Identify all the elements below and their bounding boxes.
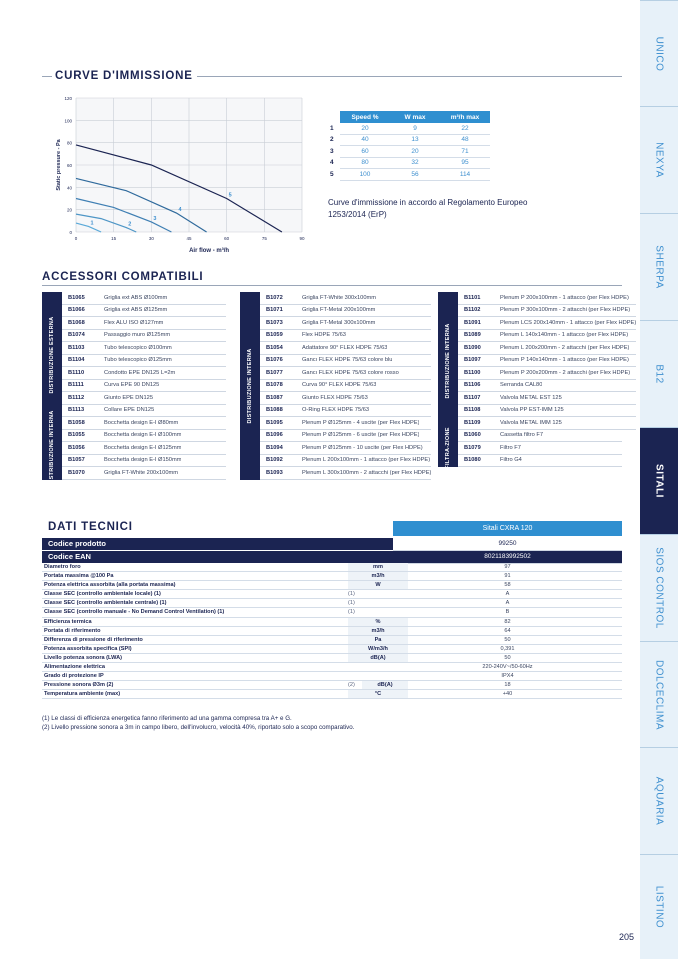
accessory-description: Collare EPE DN125 bbox=[104, 407, 155, 414]
tech-value: B bbox=[505, 609, 510, 616]
accessory-row bbox=[62, 330, 226, 343]
side-tab-sitali[interactable] bbox=[640, 427, 678, 534]
accessory-row bbox=[62, 380, 226, 393]
tech-label: Classe SEC (controllo ambientale centrale) (1) bbox=[44, 600, 167, 607]
accessory-code: B1077 bbox=[266, 369, 283, 376]
tech-table bbox=[42, 563, 622, 699]
accessory-row bbox=[458, 405, 636, 418]
accessory-code: B1078 bbox=[266, 382, 283, 389]
tech-label: Potenza assorbita specifica (SPI) bbox=[44, 645, 132, 652]
x-tick-label: 60 bbox=[224, 236, 230, 241]
product-code-row bbox=[42, 538, 622, 550]
tech-value: A bbox=[505, 591, 510, 598]
accessory-row bbox=[260, 317, 431, 330]
tech-title: DATI TECNICI bbox=[48, 521, 133, 533]
speed-table-header: W max bbox=[390, 111, 440, 123]
x-tick-label: 30 bbox=[148, 236, 154, 241]
tech-label: Portata di riferimento bbox=[44, 627, 101, 634]
y-axis-label: Static pressure - Pa bbox=[56, 139, 62, 191]
accessory-code: B1065 bbox=[68, 294, 85, 301]
side-tab-label: SIOS CONTROL bbox=[653, 547, 665, 629]
speed-table-cell: 9 bbox=[390, 123, 440, 134]
accessory-code: B1112 bbox=[68, 394, 85, 401]
accessory-code: B1093 bbox=[266, 469, 283, 476]
tech-value: 82 bbox=[504, 618, 511, 625]
accessory-code: B1102 bbox=[464, 307, 481, 314]
accessory-description: Plenum L 200x200mm - 2 attacchi (per Flex HDPE) bbox=[500, 344, 630, 351]
accessory-row bbox=[260, 442, 431, 455]
accessories-group-label: DISTRIBUZIONE INTERNA bbox=[444, 323, 451, 399]
accessories-column bbox=[42, 292, 226, 486]
accessories-group-label: DISTRIBUZIONE ESTERNA bbox=[48, 316, 55, 393]
accessory-description: Giunto FLEX HDPE 75/63 bbox=[302, 394, 368, 401]
side-tab-sios-control[interactable] bbox=[640, 534, 678, 641]
tech-unit: m3/h bbox=[348, 627, 408, 635]
accessory-description: Valvola PP EST-IMM 125 bbox=[500, 407, 564, 414]
curves-title: CURVE D'IMMISSIONE bbox=[55, 70, 193, 82]
side-tab-unico[interactable] bbox=[640, 0, 678, 106]
speed-table-cell: 2 bbox=[330, 136, 334, 144]
accessory-description: Plenum P Ø125mm - 6 uscite (per Flex HDPE) bbox=[302, 432, 420, 439]
tech-row bbox=[42, 563, 622, 572]
accessory-code: B1106 bbox=[464, 382, 481, 389]
accessory-description: Gancı FLEX HDPE 75/63 colore rosso bbox=[302, 369, 399, 376]
accessory-code: B1108 bbox=[464, 407, 481, 414]
tech-label: Grado di protezione IP bbox=[44, 673, 104, 680]
accessory-row bbox=[260, 330, 431, 343]
side-tab-dolceclima[interactable] bbox=[640, 641, 678, 747]
speed-table-row bbox=[328, 123, 490, 134]
curves-note: Curve d'immissione in accordo al Regolamento Europeo 1253/2014 (ErP) bbox=[328, 198, 528, 219]
tech-label: Diametro foro bbox=[44, 564, 81, 570]
tech-note-ref: (1) bbox=[348, 609, 355, 616]
speed-table-cell: 60 bbox=[340, 146, 390, 158]
accessory-description: Plenum P 300x100mm - 2 attacchi (per Flex HDPE) bbox=[500, 307, 631, 314]
tech-label: Portata massima @100 Pa bbox=[44, 573, 114, 580]
speed-table-cell: 5 bbox=[330, 170, 334, 178]
accessory-code: B1104 bbox=[68, 357, 85, 364]
accessory-row bbox=[62, 392, 226, 405]
tech-value: +40 bbox=[502, 691, 513, 698]
tech-label: Alimentazione elettrica bbox=[44, 664, 105, 671]
speed-table-cell: 71 bbox=[440, 146, 490, 158]
tech-label: Livello potenza sonora (LWA) bbox=[44, 654, 123, 661]
accessory-row bbox=[62, 430, 226, 443]
tech-value: 64 bbox=[504, 627, 511, 634]
tech-row bbox=[42, 627, 622, 636]
speed-table-row bbox=[328, 146, 490, 158]
accessory-row bbox=[260, 367, 431, 380]
accessory-description: Plenum P 200x100mm - 1 attacco (per Flex HDPE) bbox=[500, 294, 629, 301]
speed-table-cell: 3 bbox=[330, 147, 334, 155]
accessories-group bbox=[42, 292, 226, 417]
accessory-row bbox=[458, 330, 636, 343]
accessory-description: Condotto EPE DN125 L=2m bbox=[104, 369, 176, 376]
tech-row bbox=[42, 608, 622, 617]
tech-unit: °C bbox=[348, 690, 408, 698]
accessory-description: Plenum P Ø125mm - 10 uscite (per Flex HDPE) bbox=[302, 444, 423, 451]
accessories-group-label: DISTRIBUZIONE INTERNA bbox=[246, 348, 253, 424]
speed-table-cell: 20 bbox=[390, 146, 440, 158]
accessory-row bbox=[62, 417, 226, 430]
side-tab-sherpa[interactable] bbox=[640, 213, 678, 320]
accessory-description: Filtro G4 bbox=[500, 457, 522, 464]
accessory-code: B1103 bbox=[68, 344, 85, 351]
tech-row bbox=[42, 581, 622, 590]
accessory-row bbox=[260, 467, 431, 480]
accessory-description: Bocchetta design E-I Ø100mm bbox=[104, 432, 182, 439]
accessory-row bbox=[260, 380, 431, 393]
accessory-row bbox=[260, 342, 431, 355]
accessories-group-band bbox=[438, 292, 458, 430]
tech-unit: % bbox=[348, 618, 408, 626]
accessories-group bbox=[438, 292, 637, 430]
tech-label: Temperatura ambiente (max) bbox=[44, 691, 121, 698]
side-tab-label: AQUARIA bbox=[653, 776, 665, 826]
accessory-description: Gancı FLEX HDPE 75/63 colore blu bbox=[302, 357, 393, 364]
accessory-row bbox=[62, 367, 226, 380]
tech-row bbox=[42, 590, 622, 599]
accessory-row bbox=[260, 405, 431, 418]
x-tick-label: 90 bbox=[299, 236, 305, 241]
accessories-group-band bbox=[42, 292, 62, 417]
speed-table-cell: 80 bbox=[340, 157, 390, 169]
speed-table-row bbox=[328, 134, 490, 146]
accessory-code: B1087 bbox=[266, 394, 283, 401]
curves-chart bbox=[52, 92, 310, 252]
accessory-code: B1066 bbox=[68, 307, 85, 314]
y-tick-label: 100 bbox=[64, 118, 72, 124]
accessory-code: B1113 bbox=[68, 407, 85, 414]
tech-row bbox=[42, 663, 622, 672]
accessory-description: Valvola METAL IMM 125 bbox=[500, 419, 562, 426]
accessory-code: B1068 bbox=[68, 319, 85, 326]
curve-label: 3 bbox=[153, 215, 157, 222]
speed-table-row bbox=[328, 157, 490, 169]
accessory-row bbox=[62, 355, 226, 368]
accessory-row bbox=[260, 417, 431, 430]
accessory-row bbox=[62, 317, 226, 330]
accessory-row bbox=[260, 305, 431, 318]
accessory-code: B1055 bbox=[68, 432, 85, 439]
accessory-description: Griglia FT-Metal 200x100mm bbox=[302, 307, 376, 314]
accessory-row bbox=[260, 455, 431, 468]
accessory-row bbox=[458, 380, 636, 393]
tech-value: A bbox=[505, 600, 510, 607]
accessory-code: B1076 bbox=[266, 357, 283, 364]
x-tick-label: 75 bbox=[261, 236, 267, 241]
accessories-title: ACCESSORI COMPATIBILI bbox=[42, 271, 204, 283]
tech-value: 50 bbox=[504, 654, 511, 661]
speed-table-cell: 4 bbox=[330, 159, 334, 167]
accessory-description: Valvola METAL EST 125 bbox=[500, 394, 562, 401]
accessory-row bbox=[260, 392, 431, 405]
accessory-code: B1079 bbox=[464, 444, 481, 451]
side-tab-label: LISTINO bbox=[653, 885, 665, 929]
accessories-group-band bbox=[240, 292, 260, 480]
accessory-code: B1089 bbox=[464, 332, 481, 339]
accessory-row bbox=[62, 455, 226, 468]
accessory-code: B1097 bbox=[464, 357, 481, 364]
accessory-description: Plenum P 200x200mm - 2 attacchi (per Flex HDPE) bbox=[500, 369, 631, 376]
speed-table-cell: 100 bbox=[340, 169, 390, 181]
accessory-description: Tubo telescopico Ø125mm bbox=[104, 357, 172, 364]
tech-value: IPX4 bbox=[501, 673, 514, 680]
footnote: (1) Le classi di efficienza energetica fanno riferimento ad una gamma compresa tra A+ e G. bbox=[42, 715, 292, 722]
tech-row bbox=[42, 690, 622, 699]
speed-table-row bbox=[328, 169, 490, 181]
accessory-row bbox=[458, 442, 622, 455]
ean-row bbox=[42, 551, 622, 563]
accessory-code: B1060 bbox=[464, 432, 481, 439]
speed-table-header: Speed % bbox=[340, 111, 390, 123]
accessory-code: B1095 bbox=[266, 419, 283, 426]
accessory-code: B1092 bbox=[266, 457, 283, 464]
tech-note-ref: (1) bbox=[348, 591, 355, 598]
tech-unit: mm bbox=[348, 563, 408, 571]
accessory-row bbox=[458, 355, 636, 368]
accessory-description: Griglia ext ABS Ø125mm bbox=[104, 307, 168, 314]
accessory-row bbox=[458, 367, 636, 380]
accessory-row bbox=[458, 317, 636, 330]
accessory-row bbox=[260, 430, 431, 443]
accessory-description: Plenum L 200x100mm - 1 attacco (per Flex HDPE) bbox=[302, 457, 431, 464]
speed-table-cell: 95 bbox=[440, 157, 490, 169]
accessories-group-band bbox=[438, 427, 458, 469]
speed-table-cell: 13 bbox=[390, 134, 440, 146]
accessory-row bbox=[260, 292, 431, 305]
accessory-description: Cassetta filtro F7 bbox=[500, 432, 543, 439]
tech-unit: W bbox=[348, 581, 408, 589]
accessory-description: Bocchetta design E-I Ø150mm bbox=[104, 457, 182, 464]
tech-label: Potenza elettrica assorbita (alla portata massima) bbox=[44, 582, 176, 589]
accessory-code: B1109 bbox=[464, 419, 481, 426]
speed-table-cell: 20 bbox=[340, 123, 390, 134]
accessory-description: Plenum P 140x140mm - 1 attacco (per Flex HDPE) bbox=[500, 357, 629, 364]
speed-table-corner bbox=[328, 111, 340, 123]
speed-table-cell: 56 bbox=[390, 169, 440, 181]
accessory-code: B1071 bbox=[266, 307, 283, 314]
accessory-description: Flex ALU ISO Ø127mm bbox=[104, 319, 164, 326]
product-code-label: Codice prodotto bbox=[48, 539, 106, 548]
accessory-row bbox=[62, 467, 226, 480]
accessory-code: B1100 bbox=[464, 369, 481, 376]
tech-row bbox=[42, 672, 622, 681]
speed-table-cell: 32 bbox=[390, 157, 440, 169]
y-tick-label: 80 bbox=[66, 140, 72, 146]
y-tick-label: 60 bbox=[66, 163, 72, 168]
side-tab-listino[interactable] bbox=[640, 854, 678, 959]
x-tick-label: 45 bbox=[186, 236, 192, 241]
accessory-code: B1088 bbox=[266, 407, 283, 414]
side-tab-nexya[interactable] bbox=[640, 106, 678, 213]
accessory-code: B1057 bbox=[68, 457, 85, 464]
accessory-row bbox=[458, 342, 636, 355]
x-axis-label: Air flow - m³/h bbox=[189, 248, 230, 252]
accessory-description: Plenum L 300x100mm - 2 attacchi (per Flex HDPE) bbox=[302, 469, 432, 476]
accessory-code: B1094 bbox=[266, 444, 283, 451]
side-tab-label: SITALI bbox=[653, 464, 665, 498]
x-tick-label: 15 bbox=[111, 236, 117, 241]
tech-unit: m3/h bbox=[348, 572, 408, 580]
tech-row bbox=[42, 681, 622, 690]
accessory-code: B1101 bbox=[464, 294, 481, 301]
tech-row bbox=[42, 618, 622, 627]
accessory-description: Curva 90° FLEX HDPE 75/63 bbox=[302, 382, 377, 389]
tech-label: Pressione sonora Ø3m (2) bbox=[44, 682, 114, 689]
accessory-row bbox=[62, 305, 226, 318]
curve-label: 5 bbox=[228, 192, 232, 199]
tech-unit: dB(A) bbox=[348, 654, 408, 662]
curves-chart-svg bbox=[52, 92, 310, 252]
accessory-description: Bocchetta design E-I Ø125mm bbox=[104, 444, 182, 451]
accessories-column bbox=[240, 292, 432, 480]
accessory-code: B1073 bbox=[266, 319, 283, 326]
accessory-description: Giunto EPE DN125 bbox=[104, 394, 154, 401]
product-code-value: 99250 bbox=[393, 538, 622, 551]
tech-row bbox=[42, 599, 622, 608]
accessory-code: B1072 bbox=[266, 294, 283, 301]
accessory-code: B1056 bbox=[68, 444, 85, 451]
accessory-code: B1090 bbox=[464, 344, 481, 351]
side-tab-label: SHERPA bbox=[653, 245, 665, 289]
accessory-description: Tubo telescopico Ø100mm bbox=[104, 344, 172, 351]
accessories-group bbox=[240, 292, 432, 480]
ean-value: 8021183992502 bbox=[393, 551, 622, 564]
tech-unit: Pa bbox=[348, 636, 408, 644]
accessory-description: Griglia FT-White 300x100mm bbox=[302, 294, 376, 301]
accessory-description: Passaggio muro Ø125mm bbox=[104, 332, 171, 339]
accessory-description: Flex HDPE 75/63 bbox=[302, 332, 346, 339]
speed-table bbox=[328, 111, 490, 181]
page-number: 205 bbox=[619, 932, 635, 942]
accessory-row bbox=[458, 455, 622, 468]
accessories-group-band bbox=[42, 410, 62, 486]
curve-label: 1 bbox=[90, 220, 94, 227]
tech-label: Classe SEC (controllo manuale - No Demand Control Ventilation) (1) bbox=[44, 609, 225, 616]
tech-row bbox=[42, 654, 622, 663]
speed-table-cell: 1 bbox=[330, 125, 334, 132]
title-rule-left bbox=[42, 76, 52, 77]
accessory-description: O-Ring FLEX HDPE 75/63 bbox=[302, 407, 370, 414]
side-tab-aquaria[interactable] bbox=[640, 747, 678, 854]
accessory-code: B1080 bbox=[464, 457, 481, 464]
tech-value: 220-240V~/50-60Hz bbox=[482, 664, 533, 671]
accessory-description: Griglia FT-White 200x100mm bbox=[104, 469, 178, 476]
side-tab-label: UNICO bbox=[653, 36, 665, 71]
accessory-row bbox=[458, 392, 636, 405]
tech-row bbox=[42, 572, 622, 581]
x-tick-label: 0 bbox=[74, 236, 78, 241]
side-tab-bar bbox=[640, 0, 678, 959]
accessory-row bbox=[260, 355, 431, 368]
tech-model-header: Sitali CXRA 120 bbox=[393, 521, 622, 536]
tech-value: 91 bbox=[504, 573, 511, 580]
speed-table-header: m³/h max bbox=[440, 111, 490, 123]
accessory-code: B1070 bbox=[68, 469, 85, 476]
ean-label: Codice EAN bbox=[48, 552, 91, 561]
accessory-code: B1096 bbox=[266, 432, 283, 439]
accessory-description: Griglia ext ABS Ø100mm bbox=[104, 294, 168, 301]
curve-label: 2 bbox=[128, 221, 132, 228]
accessory-code: B1074 bbox=[68, 332, 85, 339]
speed-table-cell: 114 bbox=[440, 169, 490, 181]
tech-note-ref: (1) bbox=[348, 600, 355, 607]
side-tab-label: B12 bbox=[653, 364, 665, 384]
tech-row bbox=[42, 636, 622, 645]
accessory-code: B1091 bbox=[464, 319, 481, 326]
accessory-description: Serranda CAL80 bbox=[500, 382, 543, 389]
tech-value: 58 bbox=[504, 582, 511, 589]
side-tab-label: NEXYA bbox=[653, 142, 665, 178]
accessory-code: B1054 bbox=[266, 344, 283, 351]
tech-value: 50 bbox=[504, 636, 511, 643]
accessories-group-label: FILTRA-ZIONE bbox=[444, 427, 451, 469]
accessory-row bbox=[62, 442, 226, 455]
tech-note-ref: (2) bbox=[348, 682, 355, 689]
y-tick-label: 120 bbox=[64, 96, 72, 101]
accessory-code: B1107 bbox=[464, 394, 481, 401]
accessory-description: Adattatore 90° FLEX HDPE 75/63 bbox=[302, 344, 388, 351]
speed-table-cell: 40 bbox=[340, 134, 390, 146]
tech-unit: W/m3/h bbox=[348, 645, 408, 653]
y-tick-label: 0 bbox=[69, 230, 72, 235]
accessories-rule bbox=[42, 285, 622, 286]
speed-table-cell: 22 bbox=[440, 123, 490, 134]
accessory-row bbox=[62, 292, 226, 305]
tech-value: 18 bbox=[504, 682, 511, 689]
speed-table-cell: 48 bbox=[440, 134, 490, 146]
accessory-description: Plenum LCS 200x140mm - 1 attacco (per Flex HDPE) bbox=[500, 319, 637, 326]
tech-value: 97 bbox=[504, 564, 511, 570]
accessory-code: B1110 bbox=[68, 369, 85, 376]
side-tab-label: DOLCECLIMA bbox=[653, 659, 665, 730]
y-tick-label: 40 bbox=[66, 185, 72, 191]
tech-label: Efficienza termica bbox=[44, 618, 92, 625]
footnote: (2) Livello pressione sonora a 3m in campo libero, dell'involucro, velocità 40%, riportato solo a scopo comparativo. bbox=[42, 724, 355, 731]
accessory-code: B1059 bbox=[266, 332, 283, 339]
tech-label: Classe SEC (controllo ambientale locale) (1) bbox=[44, 591, 161, 598]
accessory-row bbox=[62, 342, 226, 355]
accessory-description: Filtro F7 bbox=[500, 444, 521, 451]
accessory-row bbox=[458, 292, 636, 305]
curve-label: 4 bbox=[178, 207, 182, 214]
accessories-group-label: DISTRIBUZIONE INTERNA bbox=[48, 410, 55, 486]
y-tick-label: 20 bbox=[66, 207, 72, 213]
accessory-description: Plenum P Ø125mm - 4 uscite (per Flex HDPE) bbox=[302, 419, 420, 426]
accessory-row bbox=[458, 430, 622, 443]
accessory-row bbox=[62, 405, 226, 418]
accessory-description: Curva EPE 90 DN125 bbox=[104, 382, 160, 389]
accessories-group bbox=[438, 427, 622, 469]
accessories-column bbox=[438, 292, 637, 469]
accessory-description: Bocchetta design E-I Ø80mm bbox=[104, 419, 179, 426]
tech-unit: dB(A) bbox=[362, 681, 408, 689]
accessory-code: B1111 bbox=[68, 382, 84, 389]
accessory-description: Griglia FT-Metal 300x100mm bbox=[302, 319, 376, 326]
tech-label: Differenza di pressione di riferimento bbox=[44, 636, 143, 643]
tech-row bbox=[42, 645, 622, 654]
side-tab-b12[interactable] bbox=[640, 320, 678, 427]
accessory-description: Plenum L 140x140mm - 1 attacco (per Flex HDPE) bbox=[500, 332, 629, 339]
accessory-row bbox=[458, 417, 636, 430]
title-rule-right bbox=[197, 76, 622, 77]
tech-value: 0,391 bbox=[500, 645, 515, 652]
accessory-row bbox=[458, 305, 636, 318]
accessory-code: B1058 bbox=[68, 419, 85, 426]
